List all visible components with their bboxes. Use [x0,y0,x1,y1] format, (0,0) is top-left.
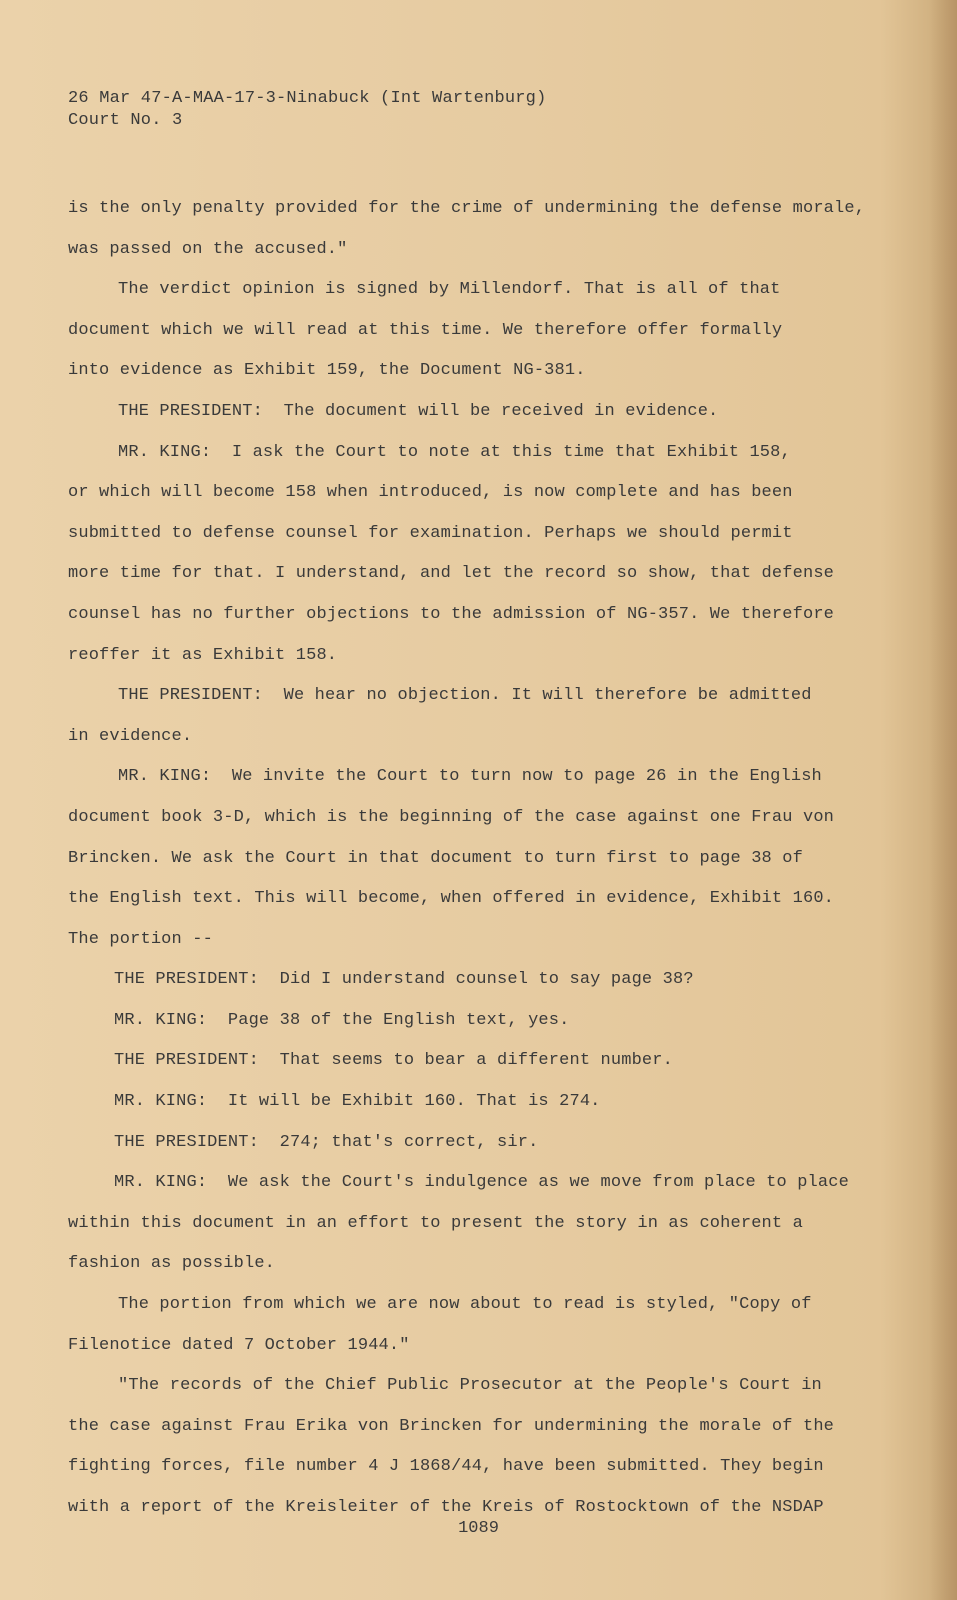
transcript-line: THE PRESIDENT: Did I understand counsel to say page 38? [114,970,694,990]
transcript-line: the English text. This will become, when offered in evidence, Exhibit 160. [68,889,835,909]
transcript-body [68,189,868,1529]
transcript-line: THE PRESIDENT: We hear no objection. It will therefore be admitted [118,686,812,706]
transcript-line: MR. KING: It will be Exhibit 160. That is 274. [114,1092,601,1112]
transcript-line: Brincken. We ask the Court in that document to turn first to page 38 of [68,848,803,868]
transcript-line: The portion -- [68,929,213,949]
document-header [68,88,546,132]
transcript-line: THE PRESIDENT: That seems to bear a different number. [114,1051,673,1071]
transcript-line: the case against Frau Erika von Brincken for undermining the morale of the [68,1416,835,1436]
transcript-line: document book 3-D, which is the beginning of the case against one Frau von [68,807,835,827]
header-line-court: Court No. 3 [68,111,183,130]
transcript-line: was passed on the accused." [68,239,348,259]
transcript-line: more time for that. I understand, and let the record so show, that defense [68,564,835,584]
transcript-line: with a report of the Kreisleiter of the Kreis of Rostocktown of the NSDAP [68,1498,824,1517]
header-line-reference: 26 Mar 47-A-MAA-17-3-Ninabuck (Int Wartenburg) [68,89,547,108]
transcript-line: reoffer it as Exhibit 158. [68,645,338,665]
transcript-line: fashion as possible. [68,1254,276,1274]
transcript-line: fighting forces, file number 4 J 1868/44, have been submitted. They begin [68,1457,824,1477]
transcript-line: into evidence as Exhibit 159, the Document NG-381. [68,361,586,381]
transcript-line: Filenotice dated 7 October 1944." [68,1335,410,1355]
transcript-line: The verdict opinion is signed by Millendorf. That is all of that [118,280,781,300]
transcript-line: MR. KING: I ask the Court to note at this time that Exhibit 158, [118,442,791,462]
transcript-line: MR. KING: We invite the Court to turn now to page 26 in the English [118,767,822,787]
transcript-line: document which we will read at this time. We therefore offer formally [68,320,783,340]
transcript-line: within this document in an effort to present the story in as coherent a [68,1213,803,1233]
transcript-line: is the only penalty provided for the crime of undermining the defense morale, [68,199,866,218]
transcript-line: MR. KING: We ask the Court's indulgence as we move from place to place [114,1173,849,1193]
transcript-line: THE PRESIDENT: The document will be received in evidence. [118,401,719,421]
transcript-line: in evidence. [68,726,193,746]
transcript-line: submitted to defense counsel for examination. Perhaps we should permit [68,523,793,543]
page-edge-shadow [929,0,957,1600]
transcript-line: MR. KING: Page 38 of the English text, yes. [114,1010,570,1030]
transcript-line: The portion from which we are now about to read is styled, "Copy of [118,1295,812,1315]
transcript-line: "The records of the Chief Public Prosecutor at the People's Court in [118,1376,822,1396]
page-number: 1089 [458,1519,499,1538]
transcript-line: or which will become 158 when introduced, is now complete and has been [68,483,793,503]
transcript-line: THE PRESIDENT: 274; that's correct, sir. [114,1132,539,1152]
transcript-line: counsel has no further objections to the admission of NG-357. We therefore [68,604,835,624]
